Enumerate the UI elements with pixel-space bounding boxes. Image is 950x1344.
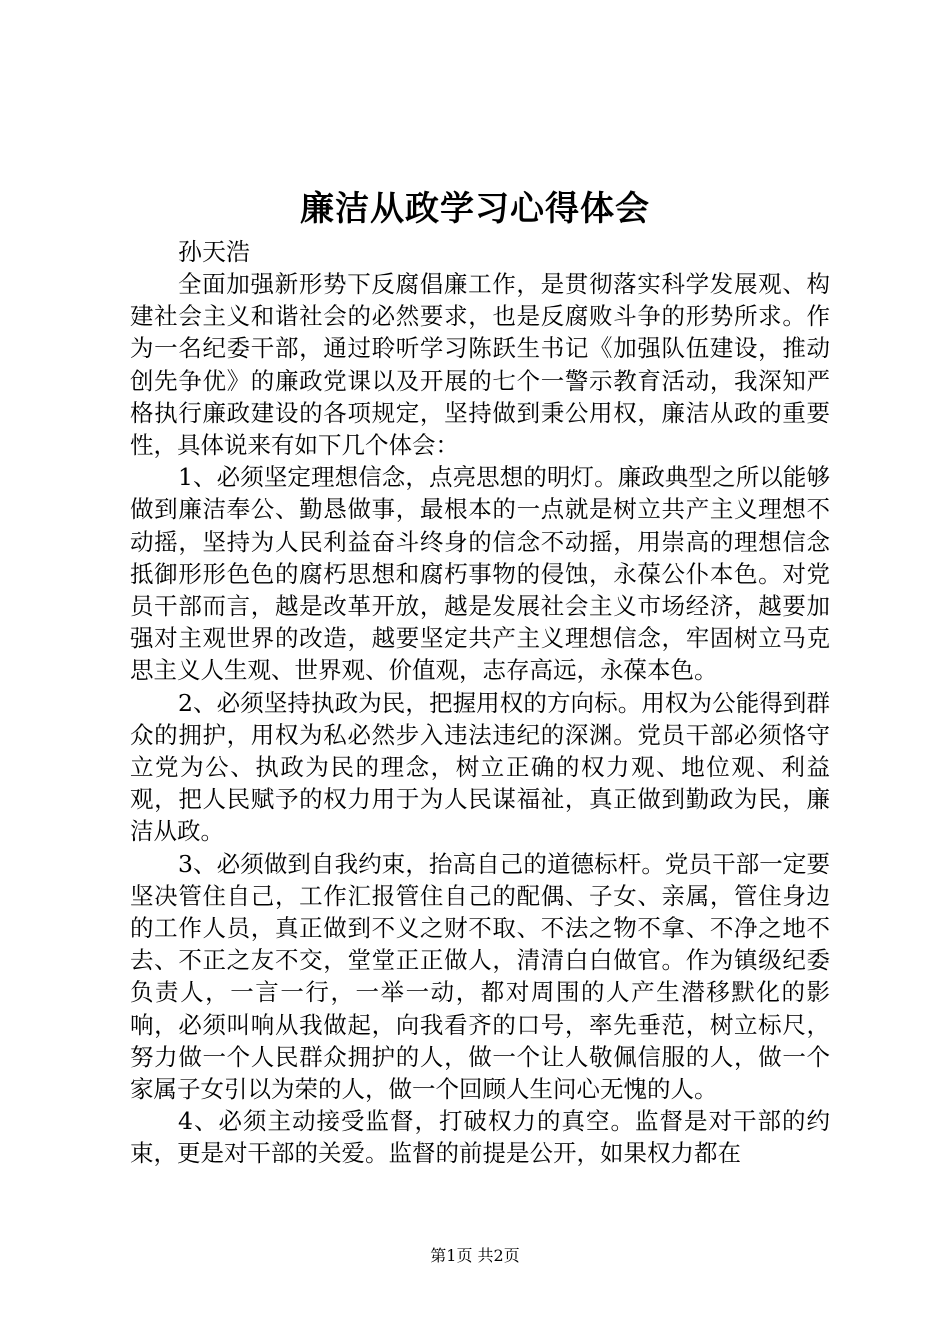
paragraph-point-1: 1、必须坚定理想信念，点亮思想的明灯。廉政典型之所以能够做到廉洁奉公、勤恳做事，最根本的一点就是树立共产主义理想不动摇，坚持为人民利益奋斗终身的信念不动摇，用崇高的理想信念抵御形形色色的腐朽思想和腐朽事物的侵蚀，永葆公仆本色。对党员干部而言，越是改革开放，越是发展社会主义市场经济，越要加强对主观世界的改造，越要坚定共产主义理想信念，牢固树立马克思主义人生观、世界观、价值观，志存高远，永葆本色。 xyxy=(130,463,830,685)
document-title: 廉洁从政学习心得体会 xyxy=(300,189,650,229)
document-body xyxy=(130,268,830,1170)
paragraph-point-4: 4、必须主动接受监督，打破权力的真空。监督是对干部的约束，更是对干部的关爱。监督的前提是公开，如果权力都在 xyxy=(130,1107,830,1168)
page-footer: 第1页 共2页 xyxy=(430,1246,520,1265)
paragraph-intro: 全面加强新形势下反腐倡廉工作，是贯彻落实科学发展观、构建社会主义和谐社会的必然要求，也是反腐败斗争的形势所求。作为一名纪委干部，通过聆听学习陈跃生书记《加强队伍建设，推动创先争优》的廉政党课以及开展的七个一警示教育活动，我深知严格执行廉政建设的各项规定，坚持做到秉公用权，廉洁从政的重要性，具体说来有如下几个体会： xyxy=(130,270,830,460)
paragraph-point-2: 2、必须坚持执政为民，把握用权的方向标。用权为公能得到群众的拥护，用权为私必然步入违法违纪的深渊。党员干部必须恪守立党为公、执政为民的理念，树立正确的权力观、地位观、利益观，把人民赋予的权力用于为人民谋福祉，真正做到勤政为民，廉洁从政。 xyxy=(130,688,830,846)
author-name: 孙天浩 xyxy=(178,238,250,266)
paragraph-point-3: 3、必须做到自我约束，抬高自己的道德标杆。党员干部一定要坚决管住自己，工作汇报管住自己的配偶、子女、亲属，管住身边的工作人员，真正做到不义之财不取、不法之物不拿、不净之地不去、不正之友不交，堂堂正正做人，清清白白做官。作为镇级纪委负责人，一言一行，一举一动，都对周围的人产生潜移默化的影响，必须叫响从我做起，向我看齐的口号，率先垂范，树立标尺，努力做一个人民群众拥护的人，做一个让人敬佩信服的人，做一个家属子女引以为荣的人，做一个回顾人生问心无愧的人。 xyxy=(130,849,830,1104)
